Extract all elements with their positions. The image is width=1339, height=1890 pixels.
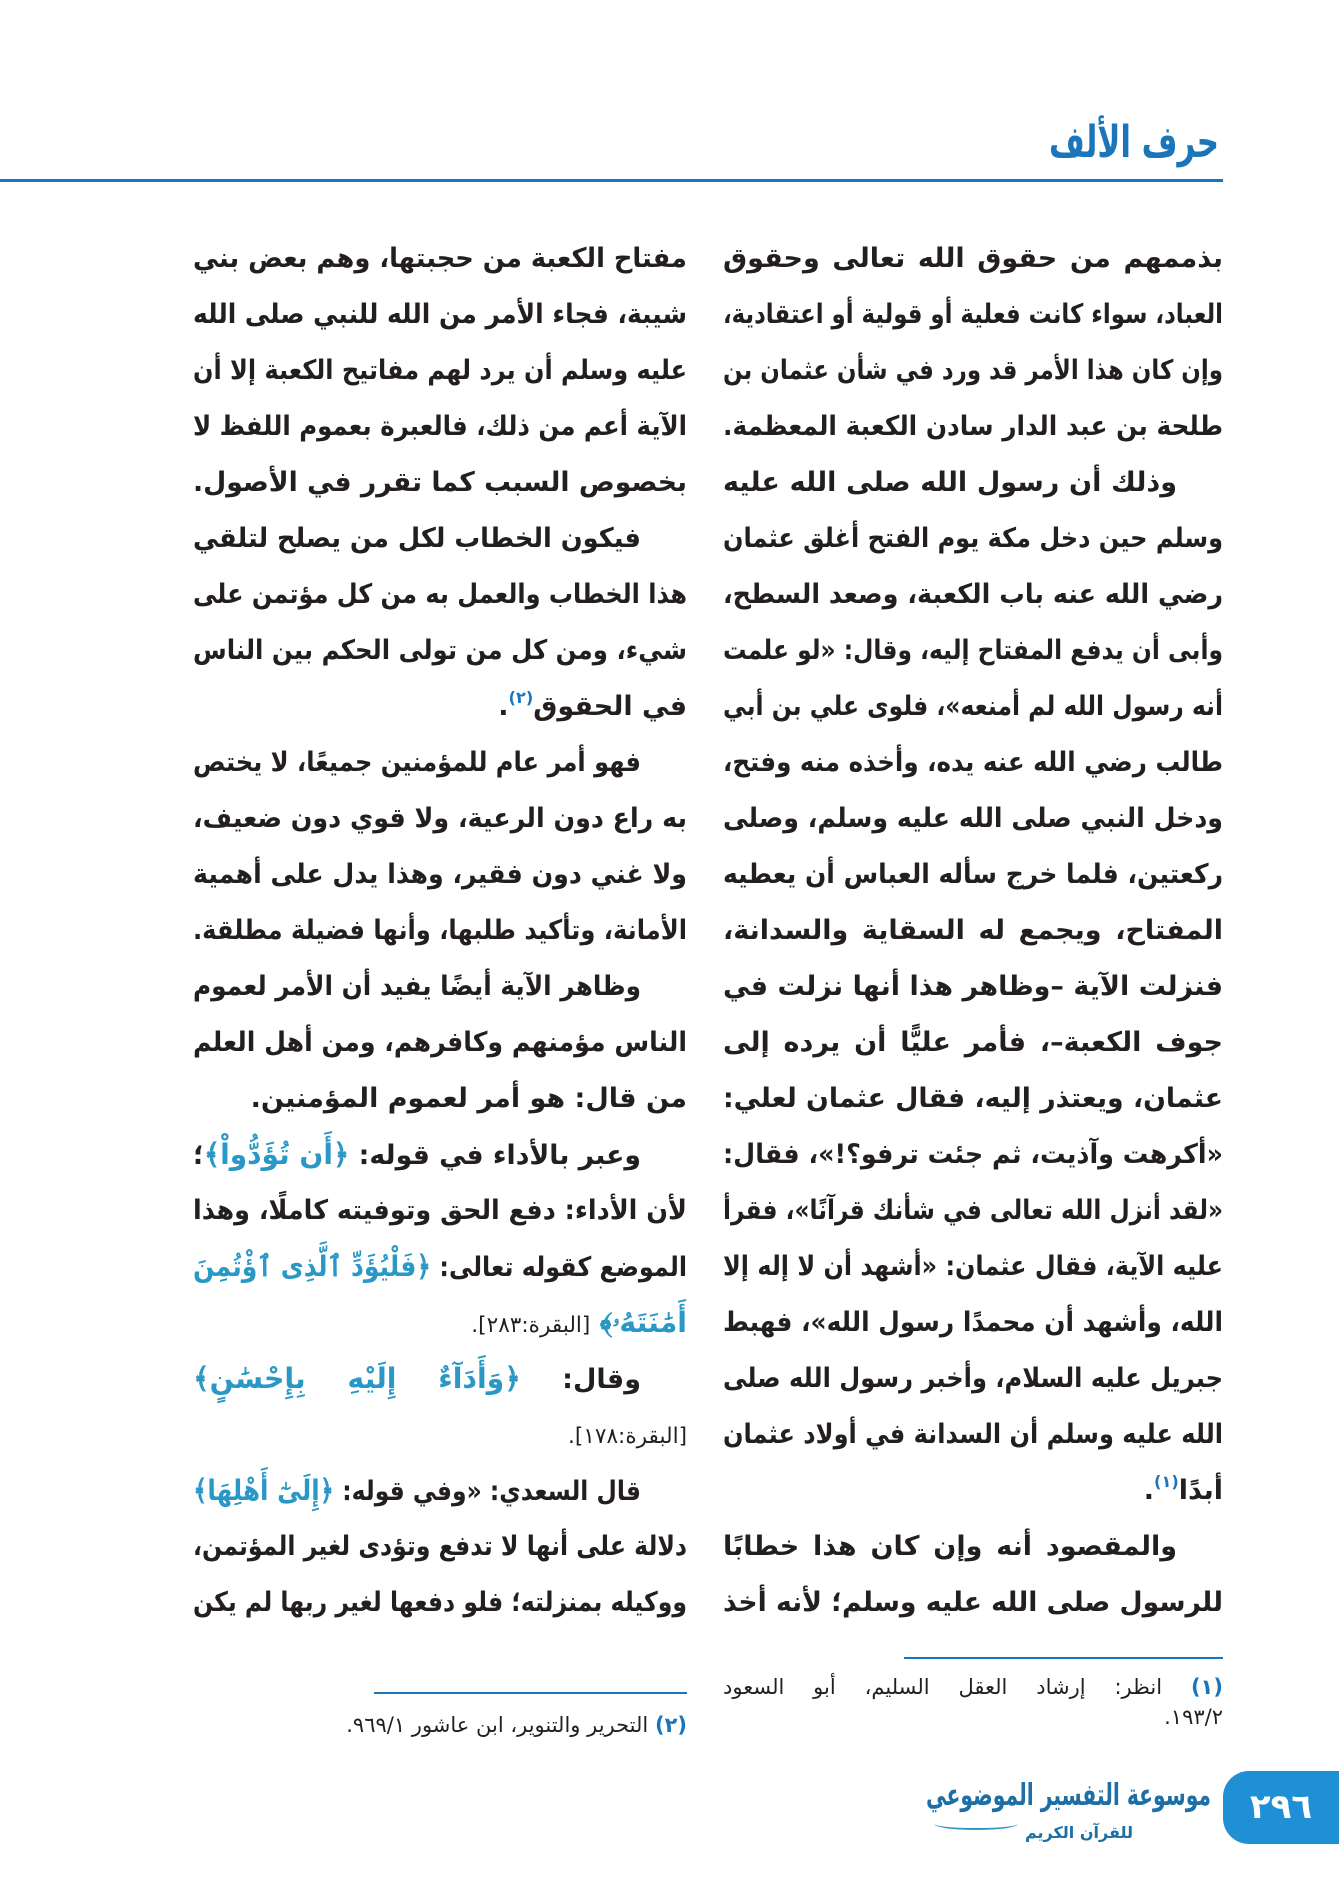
footnote-number: (١) — [1190, 1675, 1223, 1699]
body-line — [193, 1351, 641, 1407]
footnote-text: التحرير والتنوير، ابن عاشور ٩٦٩/١. — [346, 1713, 649, 1737]
body-line: الله، وأشهد أن محمدًا رسول الله»، فهبط — [723, 1307, 1223, 1338]
body-line: دلالة على أنها لا تدفع وتؤدى لغير المؤتمن، — [193, 1531, 688, 1562]
body-line: الآية أعم من ذلك، فالعبرة بعموم اللفظ لا — [193, 411, 687, 442]
text-run: قال السعدي: «وفي قوله: — [334, 1476, 641, 1507]
text-run: ؛ — [193, 1140, 204, 1171]
body-line — [193, 1239, 687, 1295]
body-line: جبريل عليه السلام، وأخبر رسول الله صلى — [723, 1363, 1223, 1394]
quran-verse: أَمَٰنَتَهُۥ﴾ — [599, 1306, 687, 1339]
paragraph — [723, 231, 1223, 455]
footnote-line — [723, 1672, 1223, 1702]
footnote-marker: (٢) — [508, 687, 534, 707]
body-line: وذلك أن رسول الله صلى الله عليه — [723, 467, 1177, 498]
text-run: وعبر بالأداء في قوله: — [349, 1140, 641, 1171]
body-line: طالب رضي الله عنه يده، وأخذه منه وفتح، — [723, 747, 1223, 778]
page-number: ٢٩٦ — [1223, 1771, 1339, 1844]
body-line: جوف الكعبة–، فأمر عليًّا أن يرده إلى — [723, 1027, 1223, 1058]
body-line: فيكون الخطاب لكل من يصلح لتلقي — [193, 523, 641, 554]
body-line: فهو أمر عام للمؤمنين جميعًا، لا يختص — [193, 747, 641, 778]
body-line: «أكرهت وآذيت، ثم جئت ترفو؟!»، فقال: — [723, 1139, 1223, 1170]
footnote-text: انظر: إرشاد العقل السليم، أبو السعود — [723, 1675, 1163, 1699]
body-line: من قال: هو أمر لعموم المؤمنين. — [250, 1083, 687, 1114]
body-line: وأبى أن يدفع المفتاح إليه، وقال: «لو علمت — [723, 635, 1223, 666]
footnote-line — [723, 1702, 1223, 1732]
footnote-separator — [904, 1657, 1223, 1659]
text-run: وقال: — [520, 1364, 641, 1395]
verse-reference: [البقرة:١٧٨]. — [567, 1424, 687, 1449]
body-line: شيبة، فجاء الأمر من الله للنبي صلى الله — [192, 299, 687, 330]
logo-flourish — [934, 1818, 1018, 1830]
paragraph — [193, 1127, 687, 1351]
paragraph — [193, 511, 687, 735]
footnote — [723, 1672, 1223, 1732]
body-line: عثمان، ويعتذر إليه، فقال عثمان لعلي: — [723, 1083, 1223, 1114]
body-line: طلحة بن عبد الدار سادن الكعبة المعظمة. — [723, 411, 1223, 442]
body-line: المفتاح، ويجمع له السقاية والسدانة، — [723, 915, 1223, 946]
body-line: رضي الله عنه باب الكعبة، وصعد السطح، — [723, 579, 1223, 610]
body-line: أنه رسول الله لم أمنعه»، فلوى علي بن أبي — [723, 691, 1223, 722]
verse-reference: [البقرة:٢٨٣]. — [471, 1313, 591, 1338]
body-line — [723, 1463, 1223, 1519]
logo-subtitle: للقرآن الكريم — [1024, 1823, 1134, 1842]
text-run: . — [498, 691, 509, 722]
text-column-right — [723, 231, 1223, 1631]
quran-verse: ﴿فَلْيُؤَدِّ ٱلَّذِى ٱؤْتُمِنَ — [193, 1250, 432, 1283]
body-line: بخصوص السبب كما تقرر في الأصول. — [192, 467, 687, 498]
text-run — [590, 1308, 599, 1339]
body-line: وظاهر الآية أيضًا يفيد أن الأمر لعموم — [193, 971, 642, 1002]
body-line: شيء، ومن كل من تولى الحكم بين الناس — [193, 635, 687, 666]
body-line: للرسول صلى الله عليه وسلم؛ لأنه أخذ — [723, 1587, 1223, 1618]
body-line: عليه وسلم أن يرد لهم مفاتيح الكعبة إلا أن — [192, 355, 687, 386]
footnote-line — [193, 1710, 687, 1740]
body-line: ركعتين، فلما خرج سأله العباس أن يعطيه — [723, 859, 1223, 890]
body-line: ودخل النبي صلى الله عليه وسلم، وصلى — [723, 803, 1223, 834]
body-line: فنزلت الآية –وظاهر هذا أنها نزلت في — [723, 971, 1223, 1002]
body-line — [193, 1295, 687, 1351]
paragraph — [193, 1463, 687, 1631]
body-line: وسلم حين دخل مكة يوم الفتح أغلق عثمان — [723, 523, 1223, 554]
paragraph — [193, 231, 687, 511]
body-line: «لقد أنزل الله تعالى في شأنك قرآنًا»، فقرأ — [723, 1195, 1223, 1226]
body-line: والمقصود أنه وإن كان هذا خطابًا — [723, 1531, 1177, 1562]
text-run: أبدًا — [1178, 1475, 1223, 1506]
body-line: الله عليه وسلم أن السدانة في أولاد عثمان — [723, 1419, 1223, 1450]
footnote-marker: (١) — [1154, 1471, 1179, 1491]
logo-title: موسوعة التفسير الموضوعي — [926, 1778, 1211, 1813]
quran-verse: ﴿وَأَدَآءٌ إِلَيْهِ بِإِحْسَٰنٍ﴾ — [193, 1362, 521, 1395]
paragraph — [723, 455, 1223, 1519]
body-line — [193, 1127, 641, 1183]
paragraph — [193, 959, 687, 1127]
body-line: به راع دون الرعية، ولا قوي دون ضعيف، — [193, 803, 687, 834]
body-line: وإن كان هذا الأمر قد ورد في شأن عثمان بن — [723, 355, 1223, 386]
chapter-title: حرف الألف — [1049, 117, 1219, 168]
paragraph — [193, 1351, 687, 1463]
body-line: ولا غني دون فقير، وهذا يدل على أهمية — [193, 859, 688, 890]
footnote — [193, 1710, 687, 1740]
footnote-text: ١٩٣/٢. — [1164, 1705, 1223, 1729]
footnote-separator — [374, 1692, 687, 1694]
body-line: عليه الآية، فقال عثمان: «أشهد أن لا إله إلا — [723, 1251, 1223, 1282]
encyclopedia-logo — [926, 1772, 1211, 1850]
body-line: الأمانة، وتأكيد طلبها، وأنها فضيلة مطلقة. — [193, 915, 687, 946]
text-column-left — [193, 231, 687, 1631]
text-run: في الحقوق — [533, 691, 687, 722]
body-line: الناس مؤمنهم وكافرهم، ومن أهل العلم — [192, 1027, 687, 1058]
body-line: مفتاح الكعبة من حجبتها، وهم بعض بني — [193, 243, 687, 274]
body-line: بذممهم من حقوق الله تعالى وحقوق — [723, 243, 1223, 274]
body-line — [193, 1463, 641, 1519]
text-run: الموضع كقوله تعالى: — [431, 1252, 687, 1283]
paragraph — [723, 1519, 1223, 1631]
header-rule — [0, 179, 1223, 182]
body-line — [193, 679, 687, 735]
body-line: العباد، سواء كانت فعلية أو قولية أو اعتقادية، — [723, 299, 1223, 330]
body-line: لأن الأداء: دفع الحق وتوفيته كاملًا، وهذا — [192, 1195, 687, 1226]
quran-verse: ﴿أَن تُؤَدُّواْ﴾ — [203, 1138, 350, 1171]
body-line — [193, 1407, 687, 1463]
quran-verse: ﴿إِلَىٰٓ أَهْلِهَا﴾ — [193, 1474, 335, 1507]
text-run: . — [1143, 1475, 1155, 1506]
body-line: هذا الخطاب والعمل به من كل مؤتمن على — [192, 579, 687, 610]
footnote-number: (٢) — [654, 1713, 687, 1737]
body-line: ووكيله بمنزلته؛ فلو دفعها لغير ربها لم يكن — [193, 1587, 687, 1618]
paragraph — [193, 735, 687, 959]
